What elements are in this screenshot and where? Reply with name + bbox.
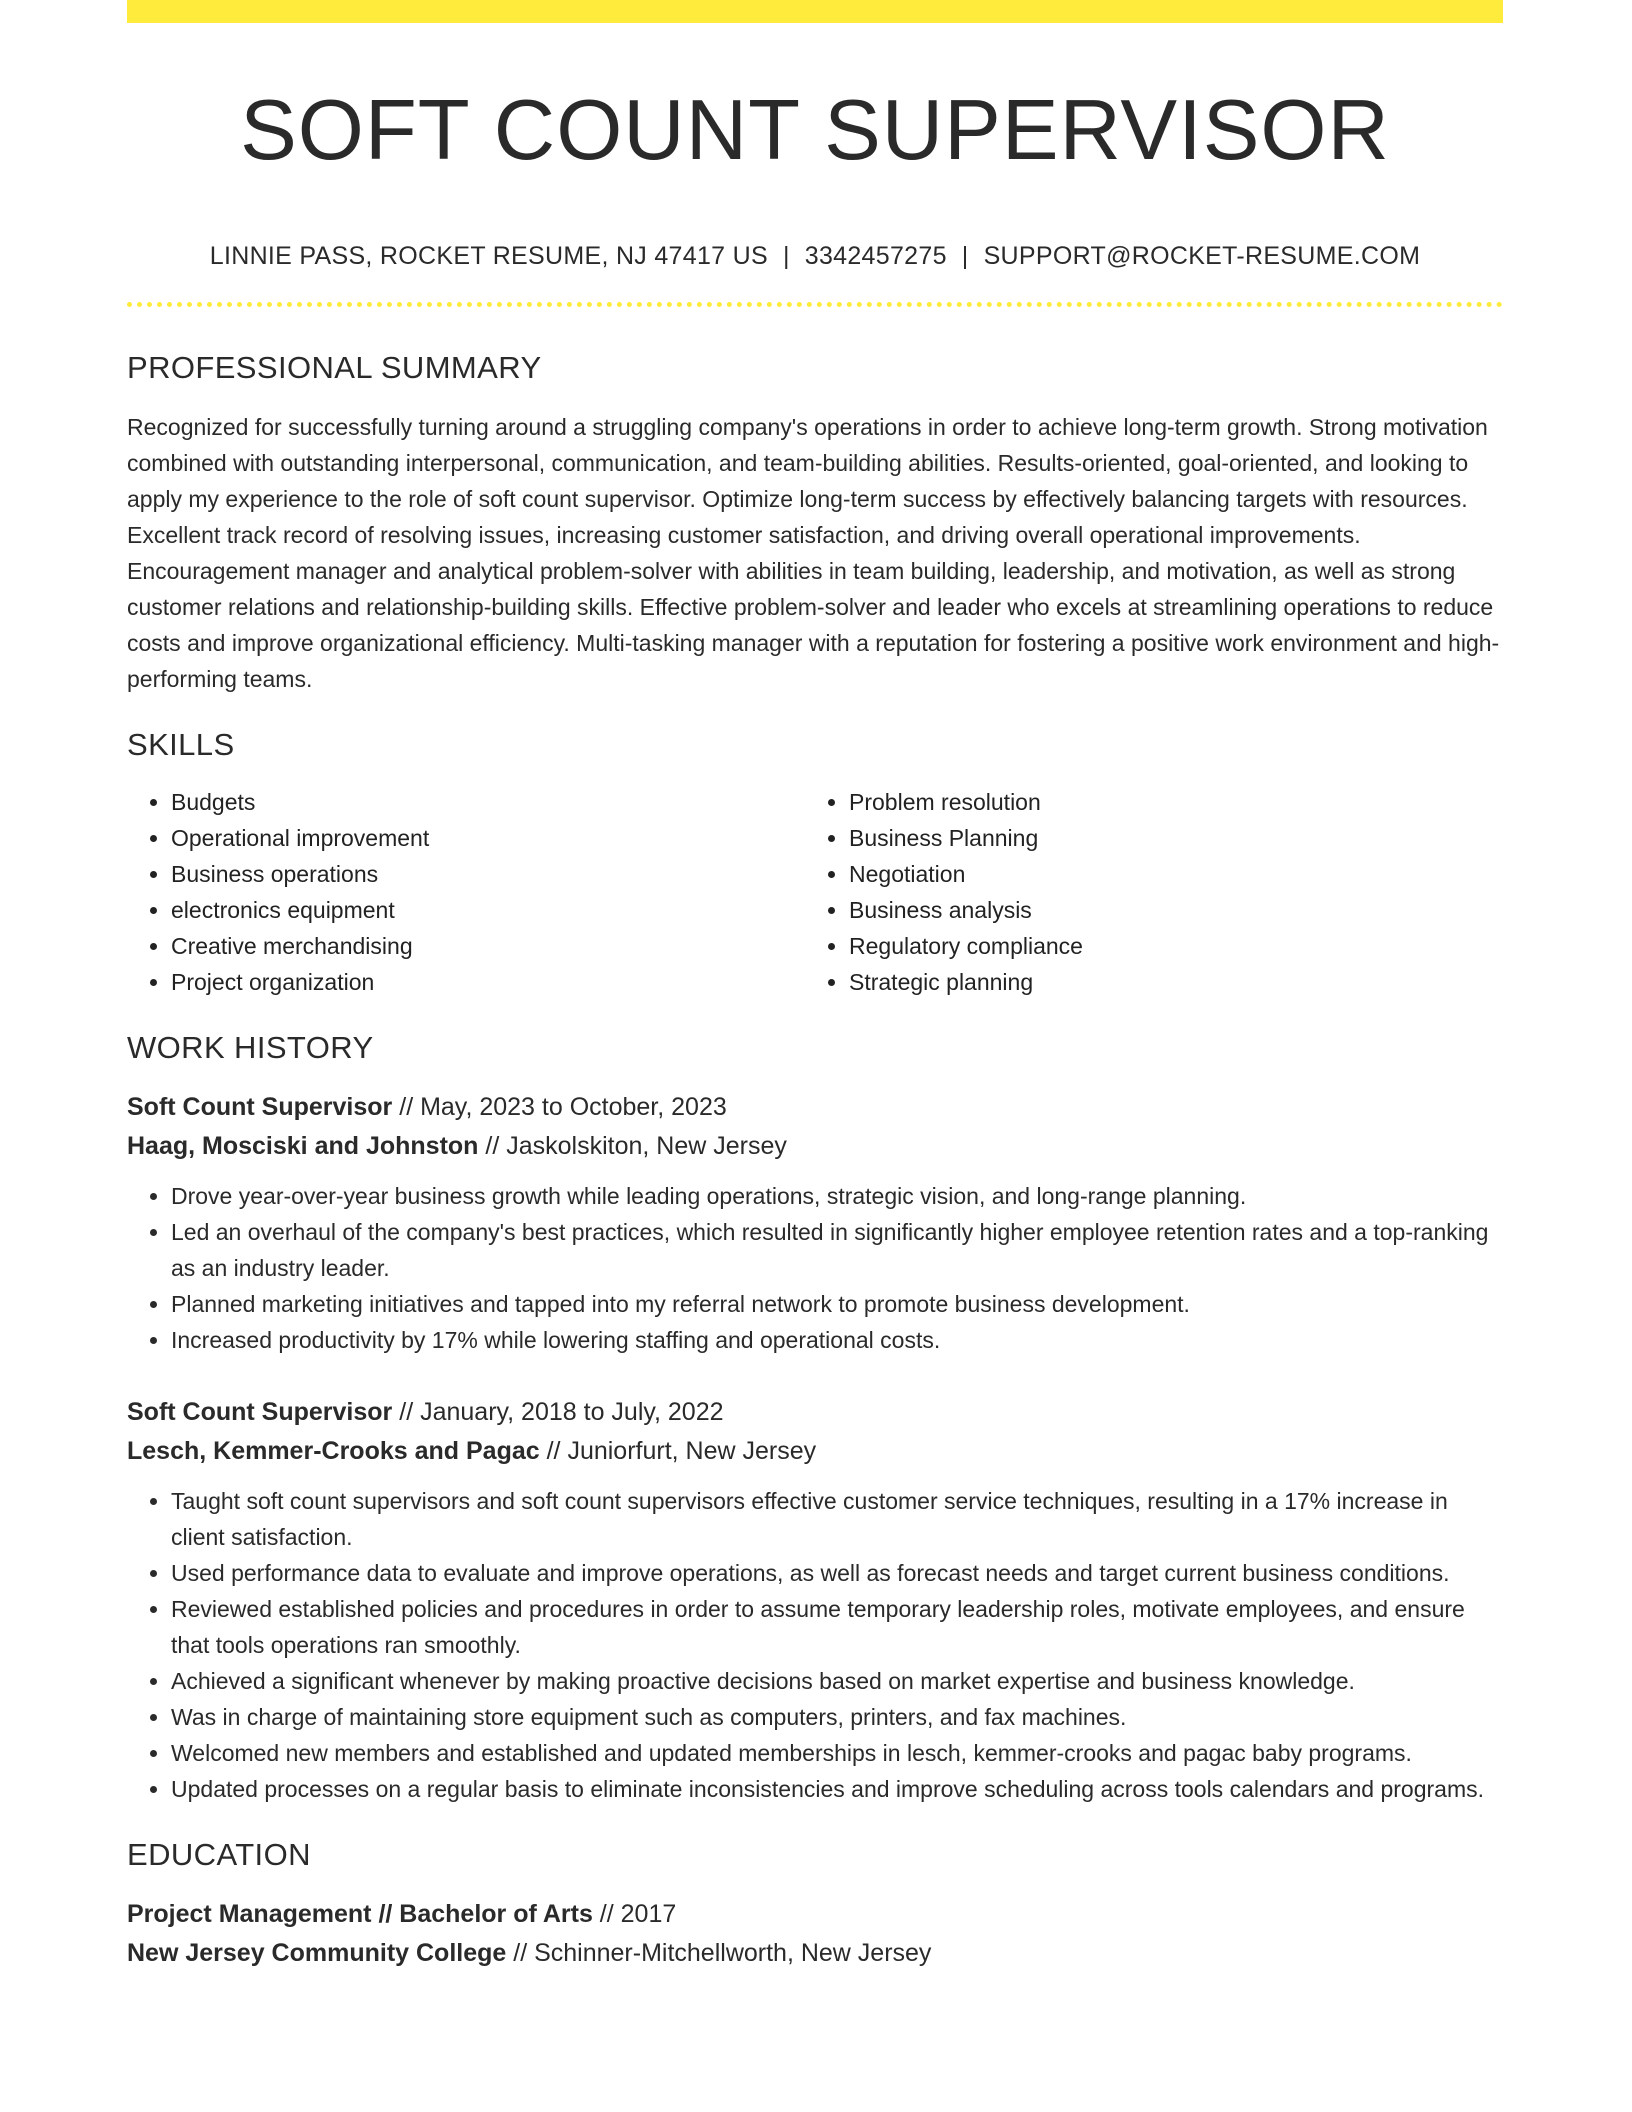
job-bullet: • Updated processes on a regular basis to eliminate inconsistencies and improve scheduling across tools calendars and programs.	[171, 1771, 1503, 1807]
job-dates: // May, 2023 to October, 2023	[392, 1093, 727, 1121]
job-bullet-list	[127, 1178, 1503, 1358]
job-bullet-list	[127, 1483, 1503, 1807]
job-title: Soft Count Supervisor	[127, 1093, 393, 1121]
job-bullet: • Welcomed new members and established and updated memberships in lesch, kemmer-crooks and pagac baby programs.	[171, 1735, 1503, 1771]
job-company-line	[127, 1127, 1503, 1166]
summary-text: Recognized for successfully turning around a struggling company's operations in order to achieve long-term growth. Strong motivation combined with outstanding interpersonal, communication, and team-building abilities. Results-oriented, goal-oriented, and looking to apply my experience to the role of soft count supervisor. Optimize long-term success by effectively balancing targets with resources. Excellent track record of resolving issues, increasing customer satisfaction, and driving overall operational improvements. Encouragement manager and analytical problem-solver with abilities in team building, leadership, and motivation, as well as strong customer relations and relationship-building skills. Effective problem-solver and leader who excels at streamlining operations to reduce costs and improve organizational efficiency. Multi-tasking manager with a reputation for fostering a positive work environment and high-performing teams.	[127, 414, 1500, 692]
skill-item: • Business operations	[171, 856, 805, 892]
job-location: // Jaskolskiton, New Jersey	[478, 1132, 787, 1160]
contact-email: SUPPORT@ROCKET-RESUME.COM	[983, 242, 1421, 270]
skills-list	[127, 784, 1503, 1000]
skills-heading: SKILLS	[127, 727, 235, 762]
summary-heading: PROFESSIONAL SUMMARY	[127, 350, 542, 385]
job-bullet: • Drove year-over-year business growth while leading operations, strategic vision, and long-range planning.	[171, 1178, 1503, 1214]
job-bullet: • Reviewed established policies and procedures in order to assume temporary leadership roles, motivate employees, and ensure that tools operations ran smoothly.	[171, 1591, 1503, 1663]
work-history-heading: WORK HISTORY	[127, 1030, 374, 1065]
education-school-line	[127, 1934, 1503, 1973]
education-heading: EDUCATION	[127, 1837, 311, 1872]
skill-item: • electronics equipment	[171, 892, 805, 928]
contact-separator: |	[961, 242, 969, 270]
job-bullet: • Planned marketing initiatives and tapped into my referral network to promote business development.	[171, 1286, 1503, 1322]
contact-separator: |	[782, 242, 790, 270]
job-bullet: • Taught soft count supervisors and soft count supervisors effective customer service techniques, resulting in a 17% increase in client satisfaction.	[171, 1483, 1503, 1555]
skill-item: • Strategic planning	[849, 964, 1483, 1000]
job-company-line	[127, 1432, 1503, 1471]
skills-column-left	[127, 784, 805, 1000]
skill-item: • Budgets	[171, 784, 805, 820]
job-company: Haag, Mosciski and Johnston	[127, 1132, 479, 1160]
job-bullet: • Was in charge of maintaining store equipment such as computers, printers, and fax machines.	[171, 1699, 1503, 1735]
skill-item: • Business Planning	[849, 820, 1483, 856]
skill-item: • Business analysis	[849, 892, 1483, 928]
skill-item: • Operational improvement	[171, 820, 805, 856]
job-title-line	[127, 1393, 1503, 1432]
contact-phone: 3342457275	[804, 242, 947, 270]
education-year: // 2017	[592, 1900, 677, 1928]
job-bullet: • Increased productivity by 17% while lowering staffing and operational costs.	[171, 1322, 1503, 1358]
job-bullet: • Used performance data to evaluate and improve operations, as well as forecast needs and target current business conditions.	[171, 1555, 1503, 1591]
accent-top-bar	[127, 0, 1503, 23]
skill-item: • Project organization	[171, 964, 805, 1000]
education-degree-line	[127, 1895, 1503, 1934]
education-degree: Project Management // Bachelor of Arts	[127, 1900, 593, 1928]
job-entry	[127, 1393, 1503, 1807]
job-entry	[127, 1088, 1503, 1358]
skills-column-right	[805, 784, 1483, 1000]
skill-item: • Problem resolution	[849, 784, 1483, 820]
skill-item: • Regulatory compliance	[849, 928, 1483, 964]
contact-address: LINNIE PASS, ROCKET RESUME, NJ 47417 US	[209, 242, 768, 270]
job-title-line	[127, 1088, 1503, 1127]
education-location: // Schinner-Mitchellworth, New Jersey	[506, 1939, 932, 1967]
job-bullet: • Achieved a significant whenever by making proactive decisions based on market expertise and business knowledge.	[171, 1663, 1503, 1699]
education-school: New Jersey Community College	[127, 1939, 507, 1967]
job-location: // Juniorfurt, New Jersey	[539, 1437, 817, 1465]
job-bullet: • Led an overhaul of the company's best practices, which resulted in significantly higher employee retention rates and a top-ranking as an industry leader.	[171, 1214, 1503, 1286]
dotted-divider	[127, 302, 1503, 307]
job-title: Soft Count Supervisor	[127, 1398, 393, 1426]
resume-title: SOFT COUNT SUPERVISOR	[240, 83, 1390, 178]
resume-page	[127, 0, 1503, 1973]
job-dates: // January, 2018 to July, 2022	[392, 1398, 724, 1426]
skill-item: • Creative merchandising	[171, 928, 805, 964]
job-company: Lesch, Kemmer-Crooks and Pagac	[127, 1437, 540, 1465]
contact-line	[127, 241, 1503, 271]
skill-item: • Negotiation	[849, 856, 1483, 892]
